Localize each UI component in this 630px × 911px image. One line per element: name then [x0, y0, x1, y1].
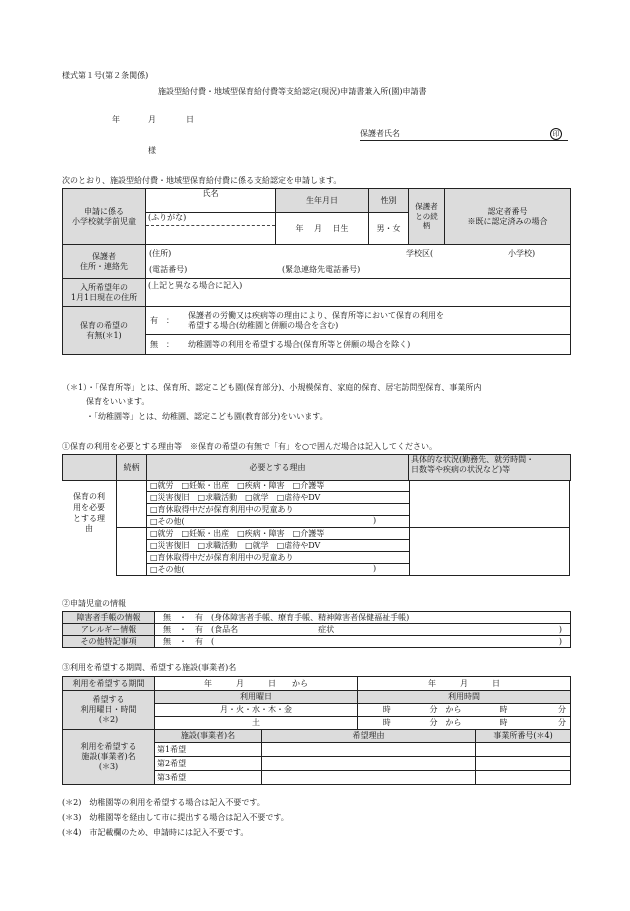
- days-label: 希望する 利用曜日・時間 (＊2): [63, 691, 155, 730]
- allergy-end: ): [558, 624, 562, 634]
- disability-label: 障害者手帳の情報: [63, 612, 155, 624]
- saturday-end-min: 分: [558, 718, 567, 727]
- wish-2-facility[interactable]: [155, 757, 262, 771]
- cert-number-header: 認定者番号 ※既に認定済みの場合: [445, 189, 571, 245]
- reason-line-1[interactable]: □就労 □妊娠・出産 □疾病・障害 □介護等: [147, 528, 409, 540]
- relation-field-1[interactable]: [117, 480, 147, 527]
- reason-line-4[interactable]: [147, 516, 409, 527]
- reason-table: [62, 454, 571, 481]
- child-info-table: [62, 611, 571, 648]
- relation-header: 保護者 との続 柄: [409, 189, 445, 245]
- hope-yes-label[interactable]: 有 ：: [150, 315, 174, 325]
- situation-field-2[interactable]: [410, 528, 569, 575]
- form-number: 様式第１号(第２条関係): [62, 71, 149, 80]
- dob-field[interactable]: 年 月 日生: [276, 213, 369, 245]
- reason-line-4[interactable]: [147, 564, 409, 575]
- sex-header: 性別: [369, 189, 409, 213]
- period-from[interactable]: 年 月 日 から: [155, 677, 358, 691]
- section2-title: ②申請児童の情報: [62, 599, 126, 608]
- sex-field[interactable]: 男・女: [369, 213, 409, 245]
- allergy-value: 無 ・ 有 (食品名 症状: [163, 624, 335, 634]
- situation-col-header: 具体的な状況(勤務先、就労時間・ 日数等や疾病の状況など)等: [409, 455, 571, 481]
- situation-field-1[interactable]: [410, 480, 569, 527]
- emergency-phone-label: (緊急連絡先電話番号): [282, 264, 361, 274]
- office-number-header: 事業所番号(＊4): [476, 730, 571, 743]
- date-year[interactable]: 年: [112, 115, 120, 124]
- wish-1-facility[interactable]: [155, 743, 262, 757]
- disability-value: 無 ・ 有 (身体障害者手帳、療育手帳、精神障害者保健福祉手帳): [163, 612, 410, 622]
- intro-text: 次のとおり、施設型給付費・地域型保育給付費に係る支給認定を申請します。: [62, 176, 342, 185]
- reason-line-3[interactable]: □育休取得中だが保育利用中の児童あり: [147, 552, 409, 564]
- reason-col-header: 必要とする理由: [147, 455, 409, 481]
- saturday-start-hour[interactable]: 時: [358, 717, 416, 730]
- note-2: ・「幼稚園等」とは、幼稚園、認定こども園(教育部分)をいいます。: [86, 412, 328, 421]
- phone-label: (電話番号): [149, 264, 188, 274]
- period-label: 利用を希望する期間: [63, 677, 155, 691]
- footnote-2: (＊2) 幼稚園等の利用を希望する場合は記入不要です。: [62, 798, 265, 807]
- hope-no-text: 幼稚園等の利用を希望する場合(保育所等と併願の場合を除く): [188, 339, 411, 349]
- saturday-end-hour: 時: [499, 718, 508, 727]
- facility-name-header: 施設(事業者)名: [155, 730, 262, 743]
- child-label: 申請に係る 小学校就学前児童: [63, 189, 146, 245]
- hope-no-row[interactable]: [146, 335, 571, 355]
- time-header: 利用時間: [358, 691, 571, 704]
- reason-rows: [116, 480, 570, 576]
- weekday-start-min[interactable]: 分 から: [416, 704, 476, 717]
- period-to[interactable]: 年 月 日: [358, 677, 571, 691]
- reason-side-label: 保育の利 用を必要 とする理 由: [73, 492, 105, 534]
- reason-line-2[interactable]: □災害復旧 □求職活動 □就学 □虐待やDV: [147, 492, 409, 504]
- reason-block-1: [116, 480, 570, 528]
- other-notes-label: その他特記事項: [63, 636, 155, 648]
- form-title: 施設型給付費・地域型保育給付費等支給認定(現況)申請書兼入所(園)申請書: [158, 87, 427, 96]
- footnote-3: (＊3) 幼稚園等を経由して市に提出する場合は記入不要です。: [62, 813, 289, 822]
- weekday-end-min: 分: [558, 705, 567, 714]
- residence-note: (上記と異なる場合に記入): [148, 281, 243, 290]
- reason-options-1: [147, 480, 410, 527]
- disability-field[interactable]: [155, 612, 571, 624]
- hope-yes-text: 保護者の労働又は疾病等の理由により、保育所等において保育の利用を 希望する場合(幼稚園と併願の場合を含む): [188, 310, 444, 330]
- other-notes-field[interactable]: [155, 636, 571, 648]
- date-day[interactable]: 日: [186, 115, 194, 124]
- guardian-contact-label: 保護者 住所・連絡先: [63, 245, 146, 279]
- reason-other-label: □その他(: [150, 565, 185, 574]
- wish-2-reason[interactable]: [262, 757, 476, 771]
- facility-label: 利用を希望する 施設(事業者)名 (＊3): [63, 730, 155, 785]
- note-1-cont: 保育をいいます。: [86, 397, 150, 406]
- reason-other-end: ): [373, 516, 377, 525]
- wish-2-label: 第2希望: [157, 758, 187, 768]
- address-label: (住所): [149, 248, 172, 258]
- weekday-start-hour[interactable]: 時: [358, 704, 416, 717]
- saturday-option[interactable]: 土: [155, 717, 358, 730]
- note-1: （＊1）・「保育所等」とは、保育所、認定こども園(保育部分)、小規模保育、家庭的保育、居宅訪問型保育、事業所内: [62, 383, 482, 392]
- allergy-label: アレルギー情報: [63, 624, 155, 636]
- date-month[interactable]: 月: [148, 115, 156, 124]
- elementary-label: 小学校): [508, 248, 536, 258]
- reason-line-3[interactable]: □育休取得中だが保育利用中の児童あり: [147, 504, 409, 516]
- guardian-contact-cell[interactable]: [146, 245, 571, 279]
- wish-2-office-number[interactable]: [476, 757, 571, 771]
- name-header: 氏名: [146, 189, 276, 213]
- saturday-start-min[interactable]: 分 から: [416, 717, 476, 730]
- reason-block-2: [116, 528, 570, 576]
- application-table: [62, 188, 571, 355]
- wish-3-label: 第3希望: [157, 772, 187, 782]
- days-header: 利用曜日: [155, 691, 358, 704]
- other-notes-value: 無 ・ 有 (: [163, 636, 215, 646]
- reason-side-cell: [63, 455, 117, 481]
- reason-other-label: □その他(: [150, 517, 185, 526]
- reason-line-2[interactable]: □災害復旧 □求職活動 □就学 □虐待やDV: [147, 540, 409, 552]
- section3-title: ③利用を希望する期間、希望する施設(事業者)名: [62, 663, 237, 672]
- relation-col-header: 続柄: [117, 455, 147, 481]
- wish-1-reason[interactable]: [262, 743, 476, 757]
- furigana-field[interactable]: (ふりがな): [146, 213, 275, 226]
- seal-icon: 印: [550, 128, 562, 140]
- child-name-cell[interactable]: [146, 213, 276, 245]
- wish-1-office-number[interactable]: [476, 743, 571, 757]
- saturday-end[interactable]: [476, 717, 571, 730]
- wish-3-facility[interactable]: [155, 771, 262, 785]
- wish-3-reason[interactable]: [262, 771, 476, 785]
- addressee: 様: [148, 146, 156, 155]
- residence-label: 入所希望年の 1月1日現在の住所: [63, 279, 146, 307]
- dob-header: 生年月日: [276, 189, 369, 213]
- childcare-hope-label: 保育の希望の 有無(＊1): [63, 307, 146, 355]
- hope-no-label[interactable]: 無 ：: [150, 339, 174, 349]
- wish-reason-header: 希望理由: [262, 730, 476, 743]
- weekday-end-hour: 時: [499, 705, 508, 714]
- weekday-end[interactable]: [476, 704, 571, 717]
- reason-line-1[interactable]: □就労 □妊娠・出産 □疾病・障害 □介護等: [147, 480, 409, 492]
- reason-other-end: ): [373, 564, 377, 573]
- relation-field-2[interactable]: [117, 528, 147, 575]
- wish-3-office-number[interactable]: [476, 771, 571, 785]
- weekday-option[interactable]: 月・火・水・木・金: [155, 704, 358, 717]
- section1-title: ①保育の利用を必要とする理由等 ※保育の希望の有無で「有」を○で囲んだ場合は記入してください。: [62, 442, 437, 451]
- footnote-4: (＊4) 市記載欄のため、申請時には記入不要です。: [62, 828, 249, 837]
- guardian-name-label: 保護者氏名: [360, 129, 400, 138]
- other-notes-end: ): [558, 636, 562, 646]
- allergy-field[interactable]: [155, 624, 571, 636]
- residence-field[interactable]: [146, 279, 571, 307]
- facility-table: [62, 676, 571, 785]
- wish-1-label: 第1希望: [157, 744, 187, 754]
- guardian-name-field[interactable]: [360, 128, 568, 141]
- school-district-label: 学校区(: [406, 248, 434, 258]
- hope-yes-row[interactable]: [146, 307, 571, 335]
- reason-options-2: [147, 528, 410, 575]
